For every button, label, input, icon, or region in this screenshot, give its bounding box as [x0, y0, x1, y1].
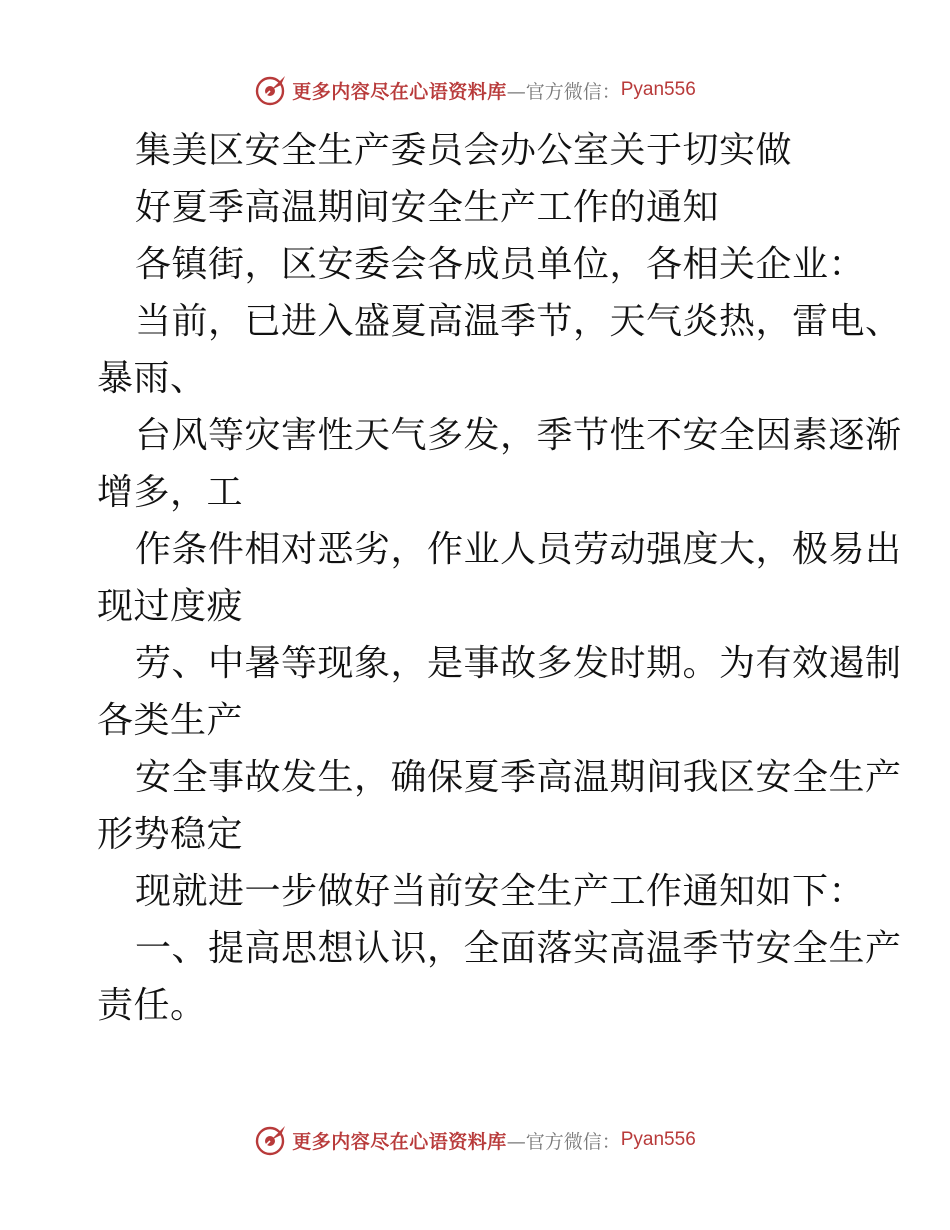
quill-pen-circle-icon	[254, 73, 288, 107]
document-line: 现就进一步做好当前安全生产工作通知如下：	[135, 871, 866, 912]
document-line: 作条件相对恶劣，作业人员劳动强度大，极易出	[135, 529, 902, 570]
header-watermark-banner	[0, 70, 950, 110]
footer-watermark-banner	[0, 1120, 950, 1160]
document-line: 一、提高思想认识，全面落实高温季节安全生产	[135, 928, 902, 969]
document-line: 形势稳定	[97, 814, 244, 855]
document-line: 安全事故发生，确保夏季高温期间我区安全生产	[135, 757, 902, 798]
watermark-wechat-handle: Pyan556	[620, 79, 696, 100]
document-line: 责任。	[97, 985, 207, 1026]
watermark-separator-text: —官方微信：	[506, 80, 621, 103]
document-line: 现过度疲	[97, 586, 244, 627]
watermark-wechat-handle: Pyan556	[620, 1129, 696, 1150]
document-line: 增多，工	[97, 472, 244, 513]
watermark-separator-text: —官方微信：	[506, 1130, 621, 1153]
watermark-text: 更多内容尽在心语资料库	[292, 80, 507, 103]
document-body	[97, 122, 902, 1034]
document-line: 暴雨、	[97, 358, 207, 399]
document-line: 各类生产	[97, 700, 244, 741]
document-line: 集美区安全生产委员会办公室关于切实做	[135, 130, 793, 171]
document-line: 各镇街，区安委会各成员单位，各相关企业：	[135, 244, 866, 285]
document-line: 劳、中暑等现象，是事故多发时期。为有效遏制	[135, 643, 902, 684]
quill-pen-circle-icon	[254, 1123, 288, 1157]
document-line: 好夏季高温期间安全生产工作的通知	[135, 187, 720, 228]
document-line: 当前，已进入盛夏高温季节，天气炎热，雷电、	[135, 301, 902, 342]
document-line: 台风等灾害性天气多发，季节性不安全因素逐渐	[135, 415, 902, 456]
watermark-text: 更多内容尽在心语资料库	[292, 1130, 507, 1153]
